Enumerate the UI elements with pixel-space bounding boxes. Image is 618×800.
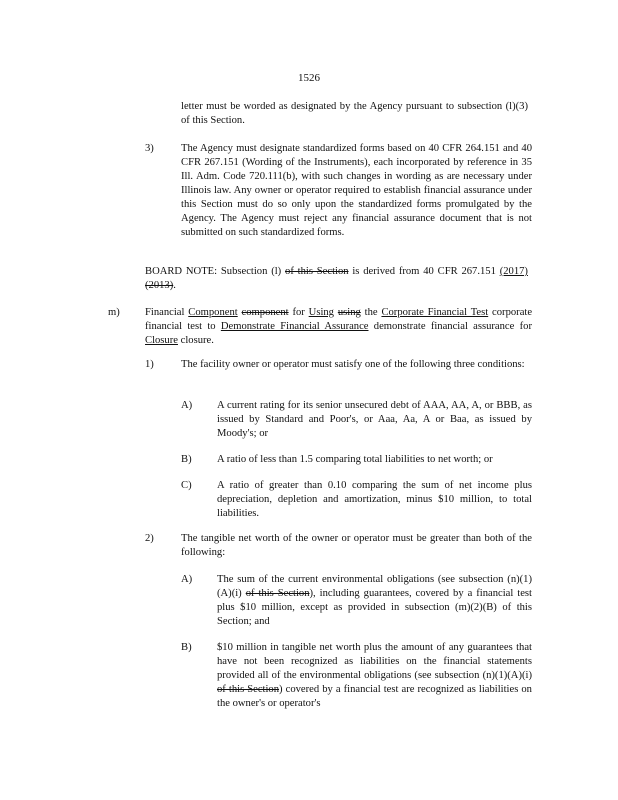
- item-m1A-paragraph: [217, 399, 532, 441]
- m2A-text-2: ), including guarantees, covered by a financial test plus $10 million, except as provided in subsection (m)(2)(B) of this Section; and: [217, 588, 532, 627]
- m-text-5: for: [519, 321, 532, 332]
- m-text-old-3: corporate financial test: [145, 307, 533, 332]
- m-text-4: to: [207, 321, 216, 332]
- m2B-text-1: $10 million in tangible net worth plus the amount of any guarantees that have not been recognized as liabilities on the financial statements provided all of the environmental obligations (see subsection (n)(1)(A)(i): [217, 642, 532, 681]
- item-m1-paragraph: [181, 358, 532, 372]
- item-m1-text: The facility owner or operator must satisfy one of the following three conditions:: [181, 359, 525, 370]
- m2A-text-1: The sum of the current environmental obligations (see subsection (n)(1)(A)(i): [217, 574, 532, 599]
- m-insert-1: Component: [188, 307, 238, 318]
- m-strike-1: component: [241, 307, 289, 318]
- continued-paragraph: [181, 100, 528, 128]
- item-m2-paragraph: [181, 532, 532, 560]
- item-m-label: m): [108, 307, 120, 318]
- m-text-old-5: closure: [180, 335, 212, 346]
- board-note: [145, 265, 528, 293]
- m-text-6: .: [211, 335, 214, 346]
- item-m1C-text: A ratio of greater than 0.10 comparing the sum of net income plus depreciation, depletion and amortization, minus $10 million, to total liabilities.: [217, 480, 532, 519]
- m-insert-2: Using: [308, 307, 334, 318]
- item-m2A-label: A): [181, 574, 193, 585]
- m-insert-4: Demonstrate Financial Assurance: [220, 321, 369, 332]
- board-note-text-3: .: [173, 280, 176, 291]
- item-m1-label: 1): [145, 359, 154, 370]
- m-insert-3: Corporate Financial Test: [381, 307, 489, 318]
- item-m-heading: [145, 306, 532, 348]
- m-text-old-4: demonstrate financial assurance: [373, 321, 515, 332]
- m-insert-5: Closure: [145, 335, 178, 346]
- item-m1A-label: A): [181, 400, 193, 411]
- item-3-text: The Agency must designate standardized forms based on 40 CFR 264.151 and 40 CFR 267.151 (Wording of the Instruments), each incorporated by reference in 35 Ill. Adm. Code 720.111(b), with such changes in wording as are necessary under Illinois law. Any owner or operator required to establish financial assurance under this Section must do so only upon the standardized forms promulgated by the Agency. The Agency must reject any financial assurance document that is not submitted on such standardized forms.: [181, 143, 532, 238]
- item-3-paragraph: [181, 142, 532, 240]
- m2B-text-2: ) covered by a financial test are recognized as liabilities on the owner's or operator's: [217, 684, 532, 709]
- board-note-text-2: is derived from 40 CFR 267.151: [352, 266, 496, 277]
- board-note-insert-1: (2017): [499, 266, 528, 277]
- item-m1A-text: A current rating for its senior unsecured debt of AAA, AA, A, or BBB, as issued by Standard and Poor's, or Aaa, Aa, A or Baa, as issued by Moody's; or: [217, 400, 532, 439]
- m-text-3: the: [364, 307, 378, 318]
- item-m2B-label: B): [181, 642, 192, 653]
- item-m1C-label: C): [181, 480, 192, 491]
- item-m1B-label: B): [181, 454, 192, 465]
- item-m2B-paragraph: [217, 641, 532, 711]
- m2A-strike-1: of this Section: [245, 588, 310, 599]
- board-note-strike-2: (2013): [145, 280, 174, 291]
- item-m2A-paragraph: [217, 573, 532, 629]
- item-m1B-paragraph: [217, 453, 537, 467]
- item-m1C-paragraph: [217, 479, 532, 521]
- m2B-strike-1: of this Section: [217, 684, 280, 695]
- item-3-label: 3): [145, 143, 154, 154]
- board-note-text-1: BOARD NOTE: Subsection (l): [145, 266, 282, 277]
- m-text-2: for: [292, 307, 305, 318]
- m-text-1: Financial: [145, 307, 185, 318]
- page-number: 1526: [298, 72, 320, 84]
- board-note-strike-1: of this Section: [285, 266, 349, 277]
- m-strike-2: using: [337, 307, 361, 318]
- continued-text: letter must be worded as designated by the Agency pursuant to subsection (l)(3) of this Section.: [181, 101, 528, 126]
- item-m2-label: 2): [145, 533, 154, 544]
- item-m1B-text: A ratio of less than 1.5 comparing total liabilities to net worth; or: [217, 454, 493, 465]
- item-m2-text: The tangible net worth of the owner or operator must be greater than both of the following:: [181, 533, 532, 558]
